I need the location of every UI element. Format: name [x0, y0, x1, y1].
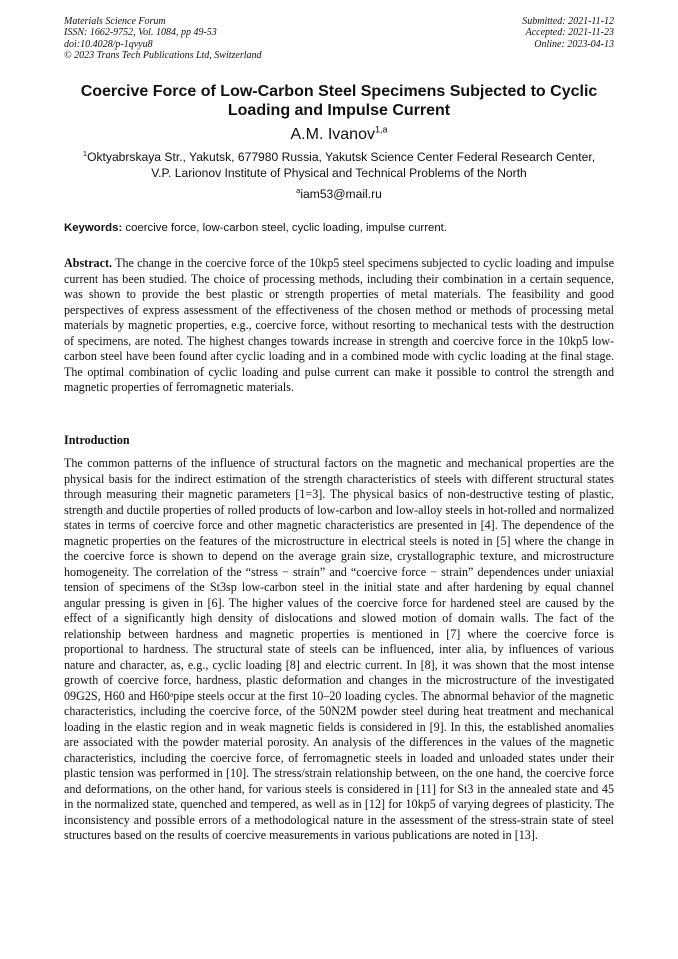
- date-submitted: Submitted: 2021-11-12: [522, 16, 614, 27]
- affiliation-line-1: Oktyabrskaya Str., Yakutsk, 677980 Russia, Yakutsk Science Center Federal Research Center,: [87, 150, 596, 164]
- abstract-text: The change in the coercive force of the 10kp5 steel specimens subjected to cyclic loading and impulse current has been studied. The choice of processing methods, including their combination in a certain sequence, was shown to provide the best plastic or strength properties of metal materials. The feasibility and good perspectives of express assessment of the effectiveness of the chosen method or methods of processing metal materials by magnetic properties, e.g., coercive force, without resorting to mechanical tests with the destruction of specimens, are noted. The highest changes towards increase in strength and coercive force in the 10kp5 low-carbon steel have been found after cyclic loading and in a combined mode with cyclic loading at the final stage. The optimal combination of cyclic loading and pulse current can make it possible to control the strength and magnetic properties of ferromagnetic materials.: [64, 256, 614, 394]
- journal-header: [64, 16, 614, 64]
- publication-dates: [522, 16, 614, 50]
- paper-title: [64, 82, 614, 120]
- keywords: [64, 221, 624, 235]
- journal-name: Materials Science Forum: [64, 16, 166, 27]
- email-superscript: a: [296, 185, 301, 195]
- abstract-label: Abstract.: [64, 256, 113, 270]
- introduction-paragraph: The common patterns of the influence of structural factors on the magnetic and mechanical properties are the physical basis for the indirect estimation of the strength characteristics of steels with different structural states through measuring their magnetic parameters [1=3]. The physical basics of non-destructive testing of plastic, strength and ductile properties of rolled products of low-carbon and low-alloy steels in hot-rolled and normalized states in terms of coercive force and other magnetic characteristics are presented in [4]. The dependence of the magnetic properties on the features of the microstructure in electrical steels is noted in [5] where the change in the coercive force is shown to depend on the average grain size, crystallographic texture, and microstructure homogeneity. The correlation of the “stress − strain” and “coercive force − strain” dependences under uniaxial tension of specimens of the St3sp low-carbon steel in the initial state and after hardening by equal channel angular pressing is given in [6]. The higher values of the coercive force for hardened steel are caused by the effect of a significantly high density of dislocations and slowed motion of domain walls. The fact of the relationship between hardness and magnetic properties is mentioned in [7] where the coercive force is proportional to hardness. The structural state of steels can be influenced, inter alia, by influences of various nature and character, as, e.g., cyclic loading [8] and electric current. In [8], it was shown that the most intense growth of coercive force, hardness, plastic deformation and changes in the microstructure of the investigated 09G2S, H60 and H60ᵃpipe steels occur at the first 10–20 loading cycles. The abnormal behavior of the magnetic characteristics, including the coercive force, of the 50N2M powder steel during heat treatment and mechanical loading in the elastic region and in weak magnetic fields is considered in [9]. In this, the established anomalies are associated with the powder material porosity. An analysis of the differences in the values of the magnetic characteristics, including the coercive force, of ferromagnetic steels in loaded and unloaded states under their plastic tension was performed in [10]. The stress/strain relationship between, on the one hand, the coercive force and deformations, on the other hand, for various steels is considered in [11] for St3 in the annealed state and 45 in the normalized state, quenched and tempered, as well as in [12] for 10kp5 of varying degrees of plasticity. The inconsistency and possible errors of a methodological nature in the assessment of the stress-strain state of steel structures based on the results of coercive measurements in various publications are noted in [13].: [64, 456, 614, 842]
- affiliation-superscript: 1: [82, 148, 88, 158]
- abstract: [64, 256, 614, 396]
- keywords-text: coercive force, low-carbon steel, cyclic loading, impulse current.: [122, 222, 448, 234]
- author-superscript: 1,a: [374, 124, 388, 135]
- keywords-label: Keywords:: [64, 222, 123, 234]
- email-address[interactable]: iam53@mail.ru: [300, 187, 382, 201]
- author-email: [64, 187, 614, 202]
- title-line-2: Loading and Impulse Current: [227, 102, 451, 119]
- affiliation: [64, 150, 614, 181]
- date-online: Online: 2023-04-13: [534, 38, 614, 50]
- journal-doi[interactable]: doi:10.4028/p-1qvyu8: [64, 38, 153, 50]
- journal-info: [64, 16, 262, 62]
- author-name: A.M. Ivanov: [290, 126, 375, 143]
- affiliation-line-2: V.P. Larionov Institute of Physical and Technical Problems of the North: [151, 165, 527, 180]
- author-line: [64, 125, 614, 144]
- title-line-1: Coercive Force of Low-Carbon Steel Specimens Subjected to Cyclic: [80, 83, 598, 100]
- section-heading-introduction: Introduction: [64, 433, 130, 447]
- date-accepted: Accepted: 2021-11-23: [525, 27, 614, 39]
- journal-copyright: © 2023 Trans Tech Publications Ltd, Switzerland: [64, 50, 262, 62]
- journal-issn: ISSN: 1662-9752, Vol. 1084, pp 49-53: [64, 27, 217, 39]
